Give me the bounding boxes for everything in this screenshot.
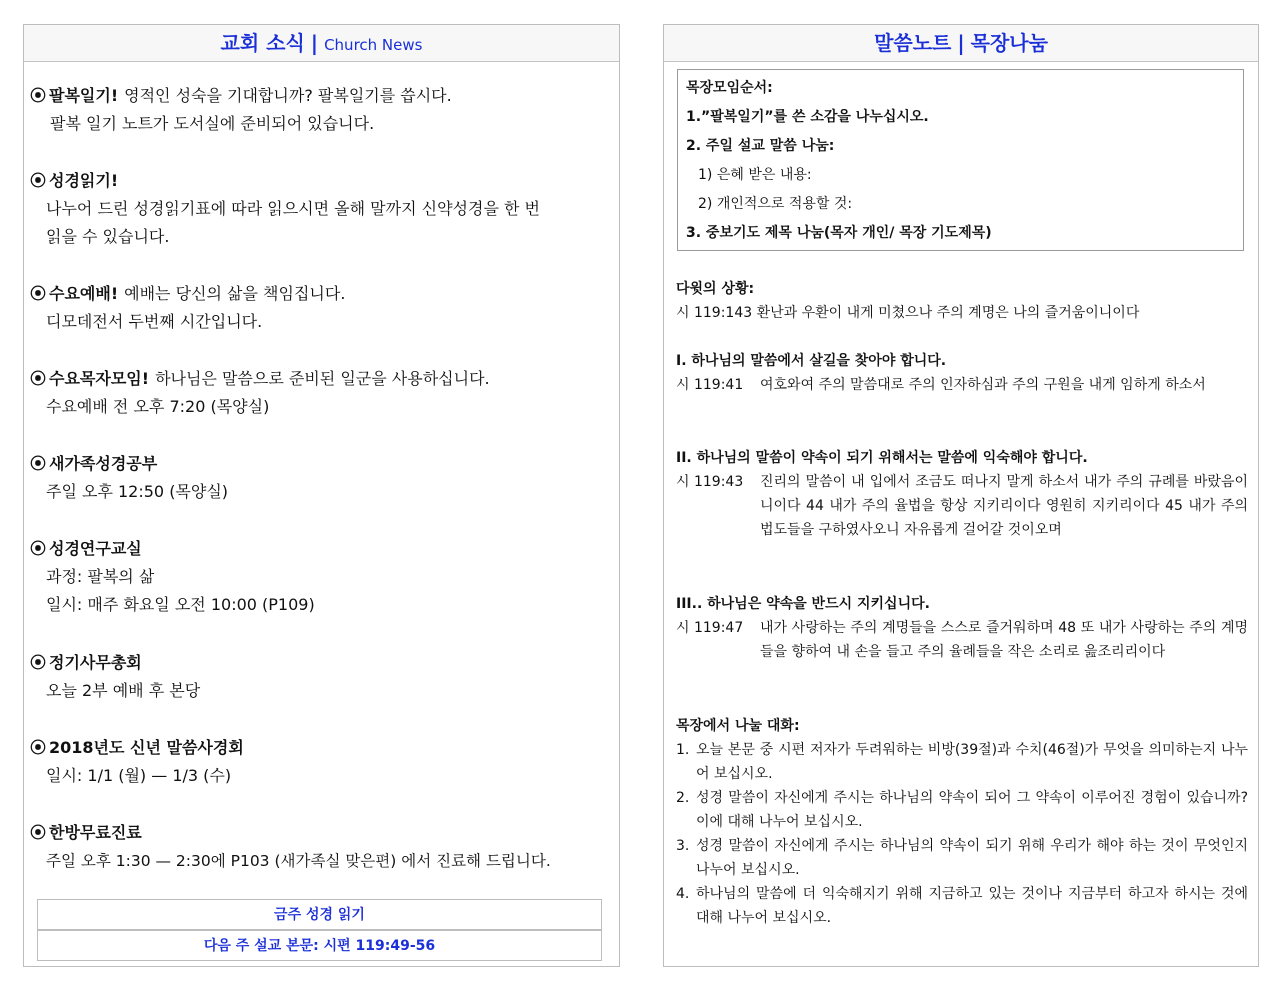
sermon-point [676, 446, 1248, 542]
church-news-header [24, 25, 619, 62]
news-item [30, 535, 611, 619]
bullet-icon: ⦿ [30, 738, 47, 757]
news-item-title-rest: 하나님은 말씀으로 준비된 일군을 사용하십니다. [155, 369, 490, 388]
section-heading: III.. 하나님은 약속을 반드시 지키십니다. [676, 596, 930, 612]
verse-text: 여호와여 주의 말씀대로 주의 인자하심과 주의 구원을 내게 임하게 하소서 [760, 377, 1206, 393]
news-item-line: 일시: 매주 화요일 오전 10:00 (P109) [46, 595, 315, 614]
bullet-icon: ⦿ [30, 454, 47, 473]
church-news-panel [23, 24, 620, 967]
david-situation [676, 277, 1248, 325]
verse-line: 시 119:143 환난과 우환이 내게 미쳤으나 주의 계명은 나의 즐거움이니이다 [676, 305, 1140, 321]
news-item-title: 수요목자모임! [49, 369, 150, 388]
news-item-title-rest: 영적인 성숙을 기대합니까? 팔복일기를 씁시다. [124, 86, 452, 105]
next-sermon-text-box: 다음 주 설교 본문: 시편 119:49-56 [37, 930, 602, 961]
news-item-title: 성경읽기! [49, 171, 119, 190]
list-number: 4. [676, 886, 690, 902]
list-number: 1. [676, 742, 690, 758]
list-item [676, 882, 1248, 930]
order-item: 2. 주일 설교 말씀 나눔: [686, 138, 835, 154]
cell-sharing-title: 목장나눔 [970, 31, 1048, 55]
news-item-title: 한방무료진료 [49, 823, 142, 842]
news-item [30, 450, 611, 506]
news-item-title: 2018년도 신년 말씀사경회 [49, 738, 244, 757]
news-item-title-rest: 예배는 당신의 삶을 책임집니다. [124, 284, 346, 303]
church-news-subtitle: Church News [324, 36, 423, 54]
cell-discussion [676, 714, 1248, 930]
header-separator: | [310, 31, 319, 55]
bullet-icon: ⦿ [30, 823, 47, 842]
list-item [676, 738, 1248, 786]
news-item-line: 팔복 일기 노트가 도서실에 준비되어 있습니다. [50, 114, 375, 133]
cell-meeting-order-box [677, 69, 1244, 251]
order-subitem: 2) 개인적으로 적용할 것: [698, 196, 853, 212]
verse-reference: 시 119:41 [676, 377, 744, 393]
list-text: 성경 말씀이 자신에게 주시는 하나님의 약속이 되기 위해 우리가 해야 하는 것이 무엇인지 나누어 보십시오. [696, 838, 1248, 878]
list-text: 하나님의 말씀에 더 익숙해지기 위해 지금하고 있는 것이나 지금부터 하고자 하시는 것에 대해 나누어 보십시오. [696, 886, 1248, 926]
order-subitem: 1) 은혜 받은 내용: [698, 167, 812, 183]
news-item-line: 주일 오후 1:30 — 2:30에 P103 (새가족실 맞은편) 에서 진료해 드립니다. [46, 852, 551, 870]
list-item [676, 786, 1248, 834]
bullet-icon: ⦿ [30, 653, 47, 672]
order-item: 1.”팔복일기”를 쓴 소감을 나누십시오. [686, 109, 929, 125]
bullet-icon: ⦿ [30, 171, 47, 190]
news-item [30, 365, 611, 421]
news-item-line: 일시: 1/1 (월) — 1/3 (수) [46, 766, 232, 785]
bullet-icon: ⦿ [30, 539, 47, 558]
header-separator: | [957, 31, 965, 55]
order-heading: 목장모임순서: [686, 80, 773, 96]
news-item-title: 성경연구교실 [49, 539, 142, 558]
list-number: 2. [676, 790, 690, 806]
list-text: 성경 말씀이 자신에게 주시는 하나님의 약속이 되어 그 약속이 이루어진 경험이 있습니까? 이에 대해 나누어 보십시오. [696, 790, 1248, 830]
news-item [30, 280, 611, 336]
news-item [30, 167, 611, 251]
news-item-line: 읽을 수 있습니다. [46, 227, 170, 246]
news-item-title: 팔복일기! [49, 86, 119, 105]
news-item-line: 수요예배 전 오후 7:20 (목양실) [46, 397, 270, 416]
bullet-icon: ⦿ [30, 86, 47, 105]
verse-text: 내가 사랑하는 주의 계명들을 스스로 즐거워하며 48 또 내가 사랑하는 주의 계명들을 향하여 내 손을 들고 주의 율례들을 작은 소리로 읊조리리이다 [760, 620, 1248, 660]
news-item-line: 디모데전서 두번째 시간입니다. [46, 312, 263, 331]
verse-reference: 시 119:43 [676, 474, 744, 490]
section-heading: II. 하나님의 말씀이 약속이 되기 위해서는 말씀에 익숙해야 합니다. [676, 450, 1088, 466]
news-item [30, 649, 611, 705]
sermon-point [676, 349, 1248, 397]
bullet-icon: ⦿ [30, 284, 47, 303]
news-item-line: 오늘 2부 예배 후 본당 [46, 681, 201, 700]
list-text: 오늘 본문 중 시편 저자가 두려워하는 비방(39절)과 수치(46절)가 무엇을 의미하는지 나누어 보십시오. [696, 742, 1248, 782]
sermon-note-title: 말씀노트 [874, 31, 952, 55]
sermon-note-panel [663, 24, 1259, 967]
list-number: 3. [676, 838, 690, 854]
news-item [30, 734, 611, 790]
news-item-title: 수요예배! [49, 284, 119, 303]
news-item [30, 82, 611, 138]
order-item: 3. 중보기도 제목 나눔(목자 개인/ 목장 기도제목) [686, 225, 992, 241]
news-item-line: 나누어 드린 성경읽기표에 따라 읽으시면 올해 말까지 신약성경을 한 번 [46, 199, 540, 218]
news-item-title: 정기사무총회 [49, 653, 142, 672]
sermon-note-header [664, 25, 1258, 62]
bullet-icon: ⦿ [30, 369, 47, 388]
news-item-line: 주일 오후 12:50 (목양실) [46, 482, 229, 501]
verse-text: 진리의 말씀이 내 입에서 조금도 떠나지 말게 하소서 내가 주의 규례를 바랐음이니이다 44 내가 주의 율법을 항상 지키리이다 영원히 지키리이다 45 내가 주의 법도들을 구하였사오니 자유롭게 걸어갈 것이오며 [760, 474, 1248, 538]
section-heading: I. 하나님의 말씀에서 살길을 찾아야 합니다. [676, 353, 947, 369]
section-heading: 다윗의 상황: [676, 281, 755, 297]
weekly-bible-reading-box: 금주 성경 읽기 [37, 899, 602, 930]
section-heading: 목장에서 나눌 대화: [676, 718, 800, 734]
church-news-title: 교회 소식 [220, 31, 305, 55]
sermon-point [676, 592, 1248, 664]
list-item [676, 834, 1248, 882]
news-item-title: 새가족성경공부 [49, 454, 158, 473]
news-item-line: 과정: 팔복의 삶 [46, 567, 155, 586]
verse-reference: 시 119:47 [676, 620, 744, 636]
news-item [30, 819, 611, 875]
